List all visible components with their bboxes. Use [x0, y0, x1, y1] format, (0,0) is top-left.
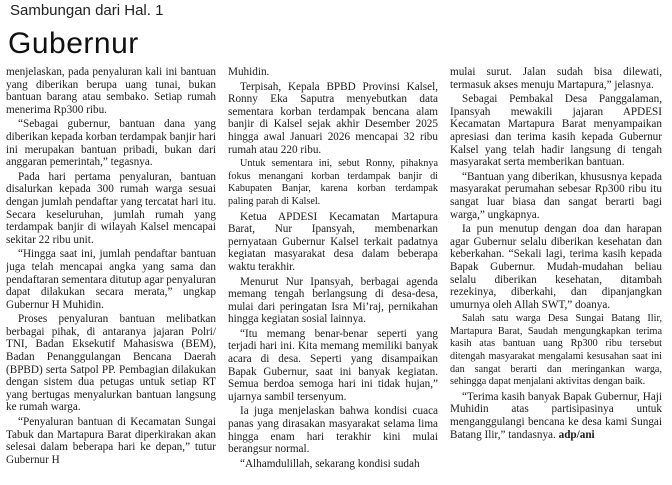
paragraph-final	[450, 391, 662, 441]
author-signature: adp/ani	[558, 428, 595, 441]
paragraph: Salah satu warga Desa Sungai Batang Ilir, Martapura Barat, Saudah mengungkapkan terima kasih atas bantuan uang Rp300 ribu tersebut ditengah masyarakat mengalami kesusahan saat ini dan sangat berarti dan meringankan warga, sehingga dapat menjalani aktivitas dengan baik.	[450, 313, 662, 388]
continuation-kicker: Sambungan dari Hal. 1	[10, 2, 164, 19]
paragraph: “Hingga saat ini, jumlah pendaftar bantuan juga telah mencapai angka yang sama dan pendaftaran sementara ditutup agar penyaluran dapat dilakukan secara merata,” ungkap Gubernur H Muhidin.	[6, 248, 216, 311]
paragraph: Muhidin.	[228, 66, 270, 78]
article-column-3	[450, 66, 662, 482]
paragraph: Menurut Nur Ipansyah, berbagai agenda memang tengah berlangsung di desa-desa, mulai dari peringatan Isra Mi’raj, pernikahan hingga kegiatan sosial lainnya.	[228, 275, 438, 326]
paragraph: “Alhamdulillah, sekarang kondisi sudah	[240, 457, 420, 470]
paragraph: Sebagai Pembakal Desa Panggalaman, Ipansyah mewakili jajaran APDESI Kecamatan Martapura Barat menyampaikan apresiasi dan terima kasih kepada Gubernur Kalsel yang telah hadir langsung di tengah masyarakat serta memberikan bantuan.	[450, 93, 662, 169]
paragraph: “Penyaluran bantuan di Kecamatan Sungai Tabuk dan Martapura Barat diperkirakan akan selesai dalam beberapa hari ke depan,” tutur Gubernur H	[6, 416, 216, 466]
article-column-1	[6, 66, 216, 482]
article-column-2	[228, 66, 438, 482]
paragraph: Ia juga menjelaskan bahwa kondisi cuaca panas yang dirasakan masyarakat selama lima hingga enam hari terakhir kini mulai berangsur normal.	[228, 405, 438, 456]
paragraph: menjelaskan, pada penyaluran kali ini bantuan yang diberikan berupa uang tunai, bukan bantuan barang atau sembako. Setiap rumah menerima Rp300 ribu.	[6, 66, 216, 116]
paragraph: Pada hari pertama penyaluran, bantuan disalurkan kepada 300 rumah warga sesuai dengan jumlah pendaftar yang tercatat hari itu. Secara keseluruhan, jumlah rumah yang terdampak banjir di wilayah Kalsel mencapai sekitar 22 ribu unit.	[6, 170, 216, 246]
paragraph: “Bantuan yang diberikan, khususnya kepada masyarakat perumahan sebesar Rp300 ribu itu sangat luar biasa dan sangat berarti bagi warga,” ungkapnya.	[450, 170, 662, 221]
paragraph: Terpisah, Kepala BPBD Provinsi Kalsel, Ronny Eka Saputra menyebutkan data sementara korban terdampak bencana alam banjir di Kalsel sejak akhir Desember 2025 hingga awal Januari 2026 mencapai 32 ribu rumah atau 220 ribu.	[228, 80, 438, 156]
paragraph: Proses penyaluran bantuan melibatkan berbagai pihak, di antaranya jajaran Polri/ TNI, Badan Eksekutif Mahasiswa (BEM), Badan Penanggulangan Bencana Daerah (BPBD) serta Satpol PP. Pembagian dilakukan dengan sistem dua petugas untuk setiap RT yang bertugas menyalurkan bantuan langsung ke rumah warga.	[6, 313, 216, 414]
paragraph: Ia pun menutup dengan doa dan harapan agar Gubernur selalu diberikan kesehatan dan keberkahan. “Sekali lagi, terima kasih kepada Bapak Gubernur. Mudah-mudahan beliau selalu diberikan kesehatan, ditambah rezekinya, diberkahi, dan dipanjangkan umurnya oleh Allah SWT,” doanya.	[450, 223, 662, 311]
paragraph: mulai surut. Jalan sudah bisa dilewati, termasuk akses menuju Martapura,” jelasnya.	[450, 66, 662, 91]
paragraph-final-text: “Terima kasih banyak Bapak Gubernur, Haji Muhidin atas partisipasinya untuk menganggulangi bencana ke desa kami Sungai Batang Ilir,” tandasnya.	[450, 390, 662, 441]
paragraph: “Sebagai gubernur, bantuan dana yang diberikan kepada korban terdampak banjir hari ini merupakan bantuan pribadi, bukan dari anggaran pemerintah,” tegasnya.	[6, 118, 216, 169]
paragraph: Ketua APDESI Kecamatan Martapura Barat, Nur Ipansyah, membenarkan pernyataan Gubernur Kalsel terkait padatnya kegiatan masyarakat desa dalam beberapa waktu terakhir.	[228, 210, 438, 273]
paragraph: “Itu memang benar-benar seperti yang terjadi hari ini. Kita memang memiliki banyak acara di desa. Seperti yang disampaikan Bapak Gubernur, saat ini banyak kegiatan. Semua berdoa semoga hari ini tidak hujan,” ujarnya sambil tersenyum.	[228, 327, 438, 403]
paragraph: Untuk sementara ini, sebut Ronny, pihaknya fokus menangani korban terdampak banjir di Kabupaten Banjar, karena korban terdampak paling parah di Kalsel.	[228, 158, 438, 207]
headline: Gubernur	[8, 27, 139, 60]
